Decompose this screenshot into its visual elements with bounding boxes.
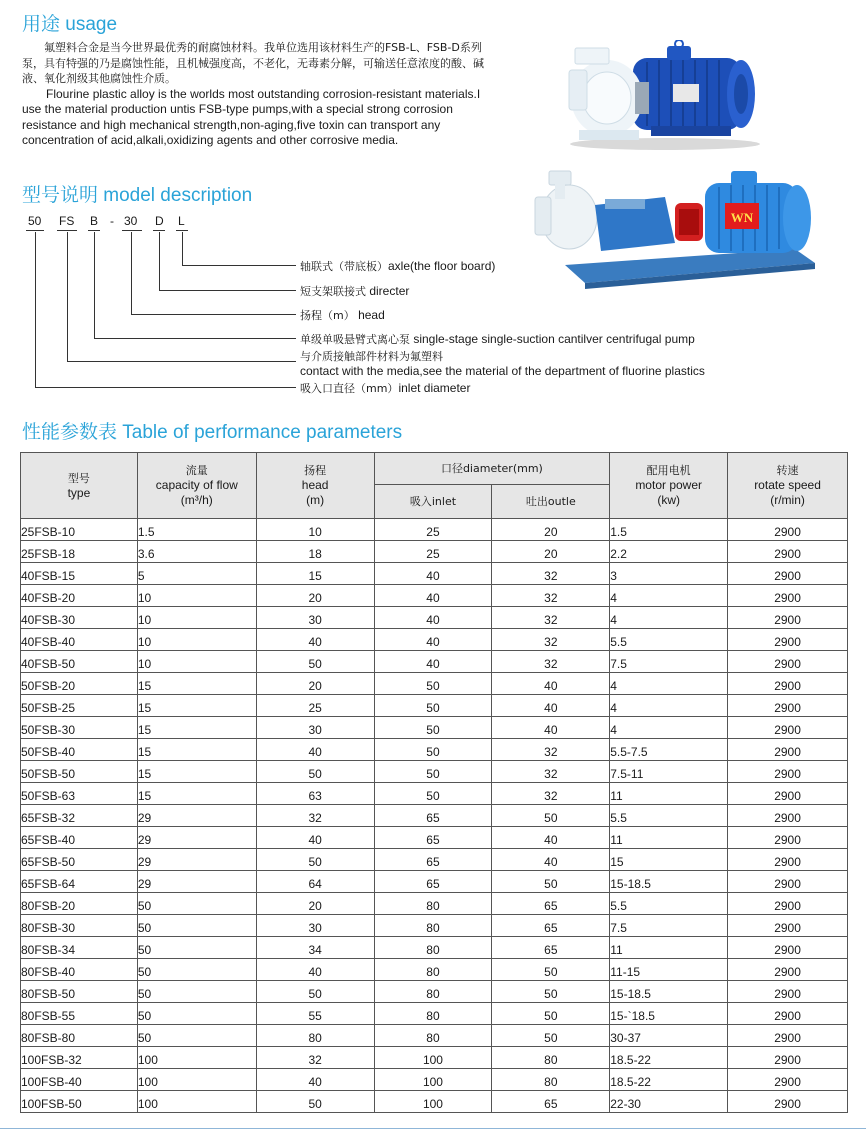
cell-power: 2.2 (610, 541, 728, 563)
code-underline (26, 230, 44, 231)
connector-line (159, 290, 296, 291)
cell-speed: 2900 (728, 981, 848, 1003)
cell-speed: 2900 (728, 651, 848, 673)
cell-speed: 2900 (728, 849, 848, 871)
cell-type: 40FSB-15 (21, 563, 138, 585)
cell-head: 40 (256, 827, 374, 849)
table-row (21, 1069, 848, 1091)
header-flow: 流量 capacity of flow (m³/h) (137, 453, 256, 519)
cell-head: 20 (256, 585, 374, 607)
cell-flow: 50 (137, 1025, 256, 1047)
code-inlet-diameter: 50 (28, 214, 42, 228)
table-row (21, 871, 848, 893)
cell-head: 40 (256, 629, 374, 651)
cell-power: 15-18.5 (610, 981, 728, 1003)
cell-outlet: 50 (492, 1003, 610, 1025)
cell-power: 18.5-22 (610, 1047, 728, 1069)
cell-inlet: 50 (374, 761, 492, 783)
cell-power: 1.5 (610, 519, 728, 541)
cell-flow: 10 (137, 629, 256, 651)
cell-type: 25FSB-18 (21, 541, 138, 563)
cell-speed: 2900 (728, 937, 848, 959)
cell-inlet: 50 (374, 695, 492, 717)
cell-power: 30-37 (610, 1025, 728, 1047)
cell-flow: 10 (137, 607, 256, 629)
table-row (21, 1025, 848, 1047)
cell-type: 65FSB-40 (21, 827, 138, 849)
cell-outlet: 20 (492, 541, 610, 563)
cell-head: 50 (256, 981, 374, 1003)
cell-power: 3 (610, 563, 728, 585)
cell-head: 50 (256, 761, 374, 783)
cell-outlet: 65 (492, 915, 610, 937)
cell-flow: 3.6 (137, 541, 256, 563)
cell-outlet: 32 (492, 607, 610, 629)
cell-outlet: 32 (492, 739, 610, 761)
cell-flow: 15 (137, 739, 256, 761)
cell-outlet: 50 (492, 959, 610, 981)
cell-power: 4 (610, 607, 728, 629)
cell-outlet: 50 (492, 1025, 610, 1047)
cell-type: 80FSB-20 (21, 893, 138, 915)
cell-inlet: 40 (374, 585, 492, 607)
cell-speed: 2900 (728, 695, 848, 717)
cell-power: 4 (610, 717, 728, 739)
cell-flow: 15 (137, 673, 256, 695)
cell-inlet: 80 (374, 981, 492, 1003)
cell-outlet: 80 (492, 1047, 610, 1069)
table-row (21, 805, 848, 827)
cell-type: 80FSB-40 (21, 959, 138, 981)
cell-speed: 2900 (728, 629, 848, 651)
table-row (21, 1003, 848, 1025)
cell-flow: 15 (137, 761, 256, 783)
cell-inlet: 80 (374, 937, 492, 959)
cell-speed: 2900 (728, 827, 848, 849)
cell-head: 55 (256, 1003, 374, 1025)
table-row (21, 893, 848, 915)
model-title: 型号说明 model description (22, 185, 253, 206)
cell-flow: 29 (137, 827, 256, 849)
cell-inlet: 80 (374, 893, 492, 915)
cell-outlet: 80 (492, 1069, 610, 1091)
cell-outlet: 40 (492, 717, 610, 739)
cell-flow: 10 (137, 651, 256, 673)
usage-zh-paragraph: 氟塑料合金是当今世界最优秀的耐腐蚀材料。我单位选用该材料生产的FSB-L、FSB-D系列泵，具有特强的乃是腐蚀性能，且机械强度高，不老化，无毒素分解，可输送任意浓度的酸、碱液、氧化剂级其他腐蚀性介质。 (22, 41, 484, 85)
cell-speed: 2900 (728, 1047, 848, 1069)
cell-flow: 29 (137, 871, 256, 893)
cell-inlet: 100 (374, 1091, 492, 1113)
cell-speed: 2900 (728, 673, 848, 695)
table-row (21, 915, 848, 937)
table-row (21, 541, 848, 563)
cell-flow: 100 (137, 1091, 256, 1113)
table-row (21, 783, 848, 805)
cell-speed: 2900 (728, 739, 848, 761)
connector-line (67, 232, 68, 361)
cell-flow: 50 (137, 959, 256, 981)
cell-inlet: 80 (374, 959, 492, 981)
table-title: 性能参数表 Table of performance parameters (22, 422, 403, 443)
table-row (21, 739, 848, 761)
table-row (21, 563, 848, 585)
cell-type: 50FSB-30 (21, 717, 138, 739)
cell-outlet: 40 (492, 827, 610, 849)
cell-outlet: 40 (492, 849, 610, 871)
table-row (21, 1047, 848, 1069)
cell-head: 25 (256, 695, 374, 717)
cell-power: 15 (610, 849, 728, 871)
cell-speed: 2900 (728, 1003, 848, 1025)
cell-flow: 10 (137, 585, 256, 607)
cell-power: 11 (610, 783, 728, 805)
code-underline (176, 230, 188, 231)
cell-power: 11 (610, 827, 728, 849)
cell-head: 20 (256, 673, 374, 695)
model-label-material: 与介质接触部件材料为氟塑料 contact with the media,see the material of the department of fluorine plastics (300, 350, 705, 378)
cell-flow: 100 (137, 1069, 256, 1091)
header-diameter: 口径diameter(mm) (374, 453, 610, 485)
code-directer: D (155, 214, 164, 228)
cell-power: 7.5-11 (610, 761, 728, 783)
cell-head: 63 (256, 783, 374, 805)
cell-type: 80FSB-34 (21, 937, 138, 959)
cell-type: 50FSB-40 (21, 739, 138, 761)
cell-flow: 15 (137, 695, 256, 717)
usage-text (22, 40, 500, 149)
cell-inlet: 50 (374, 739, 492, 761)
cell-speed: 2900 (728, 519, 848, 541)
cell-head: 34 (256, 937, 374, 959)
cell-outlet: 50 (492, 981, 610, 1003)
cell-speed: 2900 (728, 805, 848, 827)
table-row (21, 629, 848, 651)
cell-power: 15-18.5 (610, 871, 728, 893)
cell-flow: 29 (137, 805, 256, 827)
cell-outlet: 50 (492, 871, 610, 893)
connector-line (159, 232, 160, 290)
cell-outlet: 32 (492, 761, 610, 783)
cell-power: 22-30 (610, 1091, 728, 1113)
bottom-divider (0, 1128, 866, 1129)
cell-inlet: 40 (374, 629, 492, 651)
performance-table (20, 452, 848, 1113)
cell-type: 80FSB-30 (21, 915, 138, 937)
cell-outlet: 32 (492, 585, 610, 607)
usage-title: 用途 usage (22, 14, 118, 35)
cell-power: 7.5 (610, 651, 728, 673)
cell-speed: 2900 (728, 585, 848, 607)
cell-speed: 2900 (728, 959, 848, 981)
cell-speed: 2900 (728, 871, 848, 893)
table-row (21, 1091, 848, 1113)
cell-type: 100FSB-40 (21, 1069, 138, 1091)
table-row (21, 761, 848, 783)
code-dash: - (110, 214, 114, 228)
table-row (21, 695, 848, 717)
cell-inlet: 65 (374, 805, 492, 827)
cell-outlet: 40 (492, 673, 610, 695)
model-label-head: 扬程（m） head (300, 308, 385, 322)
cell-inlet: 40 (374, 563, 492, 585)
cell-type: 50FSB-25 (21, 695, 138, 717)
code-pump-type: B (90, 214, 99, 228)
connector-line (182, 265, 296, 266)
cell-flow: 5 (137, 563, 256, 585)
performance-table-body (21, 519, 848, 1113)
cell-outlet: 20 (492, 519, 610, 541)
cell-outlet: 32 (492, 783, 610, 805)
cell-head: 15 (256, 563, 374, 585)
cell-speed: 2900 (728, 1025, 848, 1047)
cell-type: 50FSB-20 (21, 673, 138, 695)
cell-speed: 2900 (728, 915, 848, 937)
cell-flow: 50 (137, 1003, 256, 1025)
cell-head: 30 (256, 607, 374, 629)
cell-power: 11 (610, 937, 728, 959)
fsb-l-pump-image (525, 165, 825, 293)
cell-head: 64 (256, 871, 374, 893)
cell-flow: 15 (137, 717, 256, 739)
cell-inlet: 40 (374, 607, 492, 629)
cell-speed: 2900 (728, 761, 848, 783)
cell-inlet: 65 (374, 871, 492, 893)
model-label-directer: 短支架联接式 directer (300, 284, 410, 298)
code-axle: L (178, 214, 185, 228)
header-power: 配用电机 motor power (kw) (610, 453, 728, 519)
cell-inlet: 65 (374, 849, 492, 871)
cell-flow: 50 (137, 937, 256, 959)
cell-power: 4 (610, 695, 728, 717)
cell-speed: 2900 (728, 541, 848, 563)
cell-type: 80FSB-80 (21, 1025, 138, 1047)
cell-speed: 2900 (728, 563, 848, 585)
cell-power: 5.5-7.5 (610, 739, 728, 761)
fsb-d-pump-image (555, 40, 775, 152)
cell-type: 65FSB-50 (21, 849, 138, 871)
code-underline (88, 230, 100, 231)
cell-flow: 50 (137, 981, 256, 1003)
cell-type: 80FSB-55 (21, 1003, 138, 1025)
cell-outlet: 32 (492, 563, 610, 585)
cell-power: 4 (610, 585, 728, 607)
cell-type: 25FSB-10 (21, 519, 138, 541)
cell-power: 5.5 (610, 893, 728, 915)
cell-power: 4 (610, 673, 728, 695)
cell-power: 15-`18.5 (610, 1003, 728, 1025)
table-row (21, 607, 848, 629)
cell-power: 5.5 (610, 629, 728, 651)
cell-flow: 29 (137, 849, 256, 871)
table-row (21, 585, 848, 607)
table-row (21, 937, 848, 959)
cell-speed: 2900 (728, 607, 848, 629)
cell-type: 40FSB-40 (21, 629, 138, 651)
cell-power: 18.5-22 (610, 1069, 728, 1091)
usage-en-paragraph: Flourine plastic alloy is the worlds most outstanding corrosion-resistant materials.I use the material production untis FSB-type pumps,with a special strong corrosion resistance and high mechanical strength,non-aging,five toxin can transport any concentration of acid,alkali,oxidizing agents and other corrosive media. (22, 86, 481, 147)
connector-line (94, 338, 296, 339)
cell-type: 50FSB-50 (21, 761, 138, 783)
cell-flow: 50 (137, 915, 256, 937)
cell-inlet: 65 (374, 827, 492, 849)
cell-speed: 2900 (728, 893, 848, 915)
cell-inlet: 80 (374, 915, 492, 937)
cell-type: 40FSB-20 (21, 585, 138, 607)
table-row (21, 717, 848, 739)
connector-line (131, 314, 296, 315)
cell-outlet: 65 (492, 893, 610, 915)
connector-line (35, 387, 296, 388)
connector-line (182, 232, 183, 265)
cell-speed: 2900 (728, 783, 848, 805)
header-type: 型号 type (21, 453, 138, 519)
cell-type: 100FSB-50 (21, 1091, 138, 1113)
cell-inlet: 80 (374, 1003, 492, 1025)
table-row (21, 827, 848, 849)
cell-inlet: 50 (374, 673, 492, 695)
cell-inlet: 100 (374, 1047, 492, 1069)
code-material: FS (59, 214, 75, 228)
table-row (21, 959, 848, 981)
connector-line (67, 361, 296, 362)
cell-head: 40 (256, 1069, 374, 1091)
cell-flow: 1.5 (137, 519, 256, 541)
cell-inlet: 25 (374, 519, 492, 541)
cell-inlet: 50 (374, 717, 492, 739)
code-underline (153, 230, 165, 231)
cell-speed: 2900 (728, 717, 848, 739)
code-underline (57, 230, 77, 231)
cell-head: 40 (256, 959, 374, 981)
cell-type: 65FSB-32 (21, 805, 138, 827)
cell-outlet: 65 (492, 937, 610, 959)
cell-power: 11-15 (610, 959, 728, 981)
cell-speed: 2900 (728, 1069, 848, 1091)
cell-type: 40FSB-30 (21, 607, 138, 629)
table-row (21, 981, 848, 1003)
code-underline (122, 230, 142, 231)
cell-inlet: 100 (374, 1069, 492, 1091)
cell-type: 50FSB-63 (21, 783, 138, 805)
cell-type: 65FSB-64 (21, 871, 138, 893)
cell-type: 100FSB-32 (21, 1047, 138, 1069)
connector-line (35, 232, 36, 387)
header-outlet: 吐出outle (492, 485, 610, 519)
cell-inlet: 80 (374, 1025, 492, 1047)
cell-speed: 2900 (728, 1091, 848, 1113)
cell-type: 80FSB-50 (21, 981, 138, 1003)
cell-head: 10 (256, 519, 374, 541)
wn-logo: WN (730, 210, 754, 225)
cell-head: 50 (256, 849, 374, 871)
connector-line (94, 232, 95, 338)
cell-head: 32 (256, 805, 374, 827)
cell-flow: 50 (137, 893, 256, 915)
cell-head: 32 (256, 1047, 374, 1069)
cell-head: 20 (256, 893, 374, 915)
cell-head: 40 (256, 739, 374, 761)
cell-power: 5.5 (610, 805, 728, 827)
table-row (21, 651, 848, 673)
cell-inlet: 50 (374, 783, 492, 805)
table-row (21, 849, 848, 871)
cell-head: 18 (256, 541, 374, 563)
cell-head: 50 (256, 651, 374, 673)
cell-flow: 15 (137, 783, 256, 805)
table-row (21, 519, 848, 541)
cell-head: 30 (256, 915, 374, 937)
model-label-inlet: 吸入口直径（mm）inlet diameter (300, 381, 471, 395)
cell-head: 30 (256, 717, 374, 739)
cell-outlet: 32 (492, 651, 610, 673)
header-head: 扬程 head (m) (256, 453, 374, 519)
header-speed: 转速 rotate speed (r/min) (728, 453, 848, 519)
code-head: 30 (124, 214, 138, 228)
cell-flow: 100 (137, 1047, 256, 1069)
cell-head: 80 (256, 1025, 374, 1047)
cell-outlet: 50 (492, 805, 610, 827)
model-label-pump-type: 单级单吸悬臂式离心泵 single-stage single-suction cantilver centrifugal pump (300, 332, 695, 346)
connector-line (131, 232, 132, 314)
cell-inlet: 40 (374, 651, 492, 673)
header-inlet: 吸入inlet (374, 485, 492, 519)
cell-power: 7.5 (610, 915, 728, 937)
table-row (21, 673, 848, 695)
cell-head: 50 (256, 1091, 374, 1113)
cell-inlet: 25 (374, 541, 492, 563)
cell-outlet: 32 (492, 629, 610, 651)
model-label-axle: 轴联式（带底板）axle(the floor board) (300, 259, 496, 273)
cell-outlet: 65 (492, 1091, 610, 1113)
cell-type: 40FSB-50 (21, 651, 138, 673)
cell-outlet: 40 (492, 695, 610, 717)
